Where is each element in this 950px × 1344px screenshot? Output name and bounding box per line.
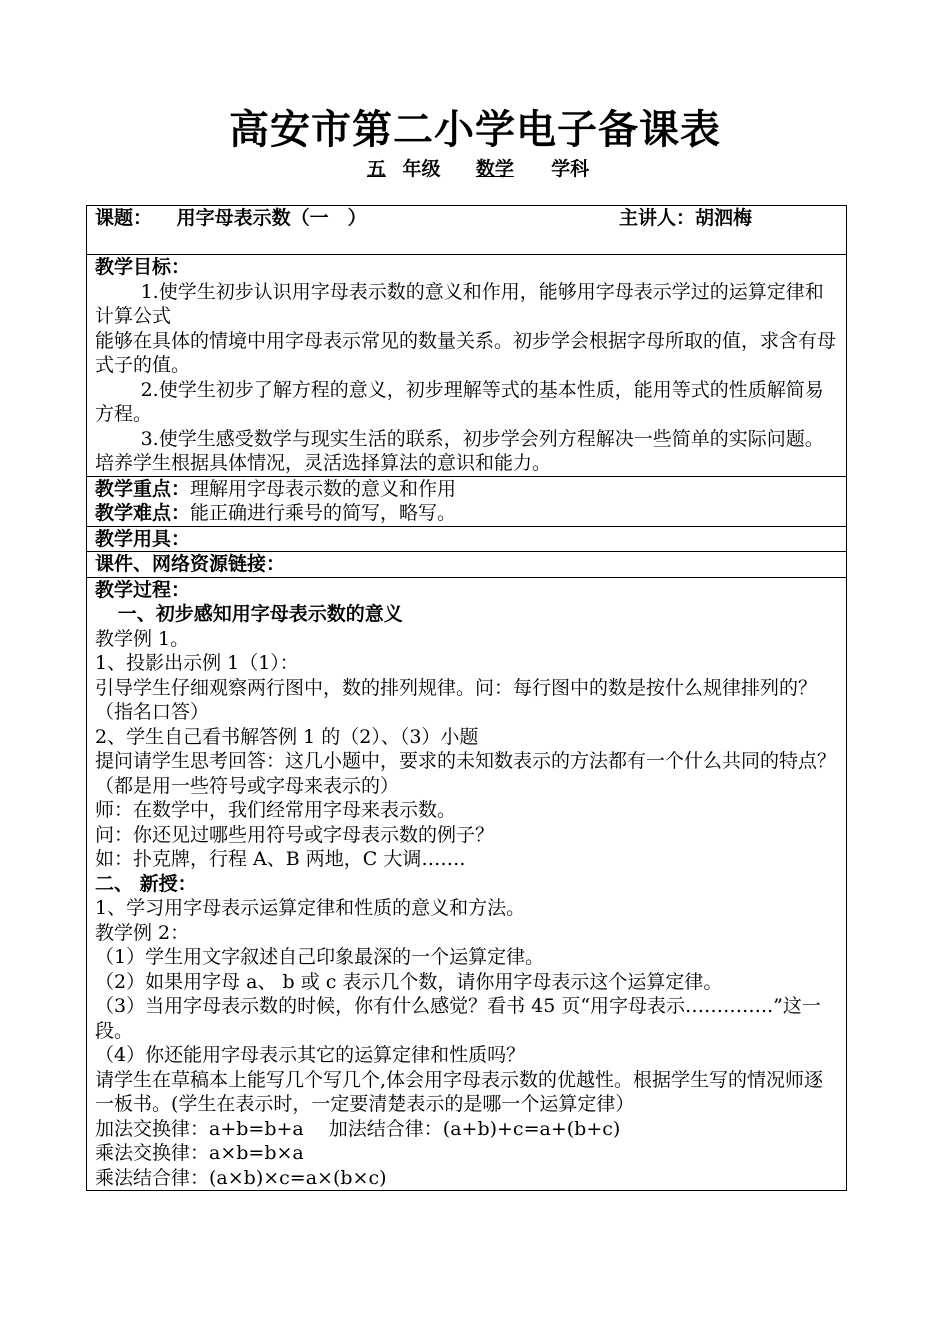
- tools-row: [87, 526, 847, 552]
- goal-item: 3.使学生感受数学与现实生活的联系，初步学会列方程解决一些简单的实际问题。培养学生根据具体情况，灵活选择算法的意识和能力。: [95, 427, 824, 474]
- process-line: （2）如果用字母 a、 b 或 c 表示几个数，请你用字母表示这个运算定律。: [95, 970, 723, 993]
- goal-item: 2.使学生初步了解方程的意义，初步理解等式的基本性质，能用等式的性质解简易方程。: [95, 378, 824, 425]
- key-points-row: [87, 476, 847, 526]
- process-line: 1、投影出示例 1（1）：: [95, 652, 299, 674]
- page-title: 高安市第二小学电子备课表: [229, 107, 721, 153]
- topic-label: 课题：: [95, 207, 153, 229]
- process-line: 乘法交换律：a×b=b×a: [95, 1142, 304, 1164]
- subject-value: 数学: [475, 158, 514, 180]
- process-line: 教学例 1。: [95, 627, 190, 650]
- focus-line: [95, 477, 838, 502]
- process-section-heading: 一、初步感知用字母表示数的意义: [117, 603, 403, 625]
- process-line: 乘法结合律：(a×b)×c=a×(b×c): [95, 1166, 387, 1189]
- process-line: 2、学生自己看书解答例 1 的（2）、（3）小题: [95, 725, 479, 748]
- process-label: 教学过程：: [95, 578, 191, 601]
- subject-label: 学科: [551, 158, 590, 180]
- process-row: [87, 577, 847, 1191]
- process-line: 1、学习用字母表示运算定律和性质的意义和方法。: [95, 897, 526, 919]
- tools-label: 教学用具：: [95, 527, 191, 550]
- grade-value: 五: [366, 158, 386, 180]
- process-line: （1）学生用文字叙述自己印象最深的一个运算定律。: [95, 946, 545, 968]
- process-line: 提问请学生思考回答：这几小题中，要求的未知数表示的方法都有一个什么共同的特点？（都是用一些符号或字母来表示的）: [95, 750, 837, 797]
- process-line: 教学例 2：: [95, 921, 190, 944]
- process-line: 加法交换律：a+b=b+a 加法结合律：(a+b)+c=a+(b+c): [95, 1117, 621, 1140]
- presenter-label: 主讲人：: [618, 207, 695, 229]
- resources-row: [87, 552, 847, 578]
- lesson-plan-table: [86, 205, 847, 1191]
- topic-row: [87, 206, 847, 255]
- difficulty-label: 教学难点：: [95, 502, 191, 524]
- difficulty-text: 能正确进行乘号的简写，略写。: [190, 502, 457, 524]
- process-line: 引导学生仔细观察两行图中，数的排列规律。问：每行图中的数是按什么规律排列的？（指名口答）: [95, 676, 818, 723]
- topic-value: 用字母表示数（一 ）: [176, 207, 367, 229]
- process-section-heading: 二、 新授：: [95, 872, 197, 895]
- presenter-name: 胡泗梅: [694, 207, 752, 229]
- process-line: 师：在数学中，我们经常用字母来表示数。: [95, 799, 457, 821]
- focus-label: 教学重点：: [95, 477, 191, 500]
- goals-row: [87, 255, 847, 477]
- goal-item: 1.使学生初步认识用字母表示数的意义和作用，能够用字母表示学过的运算定律和计算公式: [95, 280, 824, 327]
- grade-subject-line: [0, 156, 950, 182]
- goal-item: 能够在具体的情境中用字母表示常见的数量关系。初步学会根据字母所取的值，求含有母式子的值。: [95, 329, 837, 376]
- process-line: （3）当用字母表示数的时候，你有什么感觉？看书 45 页“用字母表示…………..”这一段。: [95, 995, 821, 1042]
- process-line: 如：扑克牌，行程 A、B 两地，C 大调…….: [95, 848, 466, 870]
- process-line: （4）你还能用字母表示其它的运算定律和性质吗？: [95, 1044, 526, 1066]
- process-line: 问：你还见过哪些用符号或字母表示数的例子？: [95, 823, 495, 846]
- focus-text: 理解用字母表示数的意义和作用: [190, 477, 457, 500]
- goals-label: 教学目标：: [95, 256, 191, 278]
- difficulty-line: [95, 501, 838, 526]
- grade-label: 年级: [402, 158, 441, 180]
- process-line: 请学生在草稿本上能写几个写几个,体会用字母表示数的优越性。根据学生写的情况师逐一板书。(学生在表示时，一定要清楚表示的是哪一个运算定律）: [95, 1068, 824, 1115]
- resources-label: 课件、网络资源链接：: [95, 553, 286, 575]
